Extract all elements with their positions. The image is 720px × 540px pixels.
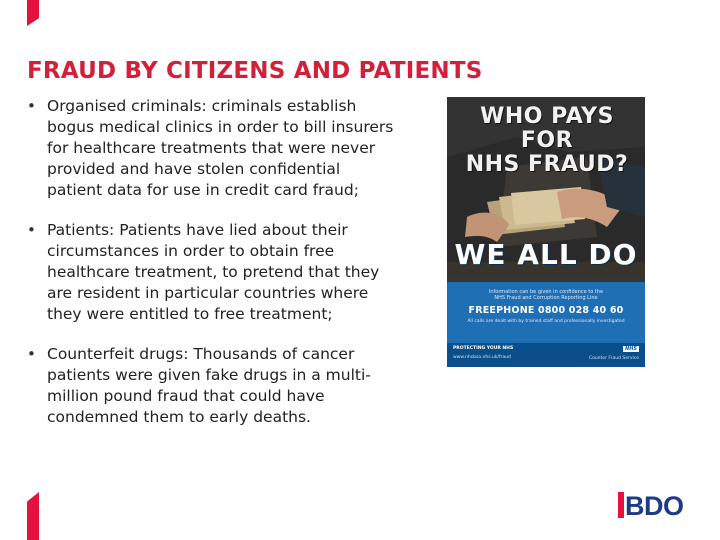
bullet-marker: • [27,97,36,115]
poster-tagline: PROTECTING YOUR NHS [453,346,514,351]
bdo-logo-text: BDO [625,491,684,521]
poster-info-text: Information can be given in confidence to the NHS Fraud and Corruption Reporting Line [488,289,604,301]
bullet-text: Patients: Patients have lied about their circumstances in order to obtain free healthcare treatment, to pretend that they are resident in particular countries where they were entitled to free treatment; [47,221,380,323]
bullet-item-patients [27,220,417,325]
slide-title: FRAUD BY CITIZENS AND PATIENTS [27,58,483,84]
poster-freephone: FREEPHONE 0800 028 40 60 [468,305,624,316]
poster-slogan: WE ALL DO [454,238,638,271]
nhs-fraud-poster-image [447,97,645,367]
poster-service-name: Counter Fraud Service [588,356,639,361]
poster-headline: WHO PAYS FOR NHS FRAUD? [465,104,629,177]
bullet-marker: • [27,345,36,363]
bdo-logo-bar [618,492,624,518]
poster-note: All calls are dealt with by trained staff and professionally investigated [467,319,625,324]
accent-bar-top [27,0,39,26]
bullet-item-organised-criminals [27,96,417,201]
accent-bar-bottom [27,492,39,540]
bullet-text: Counterfeit drugs: Thousands of cancer patients were given fake drugs in a multi- million pound fraud that could have condemned them to early deaths. [47,345,371,426]
nhs-logo: NHS [625,346,637,352]
poster-url: www.nhsbsa.nhs.uk/fraud [453,355,511,360]
bullet-marker: • [27,221,36,239]
bullet-item-counterfeit-drugs [27,344,417,428]
bullet-text: Organised criminals: criminals establish bogus medical clinics in order to bill insurers for healthcare treatments that were never provided and have stolen confidential patient data for use in credit card fraud; [47,97,394,199]
bdo-logo [618,491,684,521]
bullet-list [27,96,417,447]
poster-footer [447,343,645,367]
